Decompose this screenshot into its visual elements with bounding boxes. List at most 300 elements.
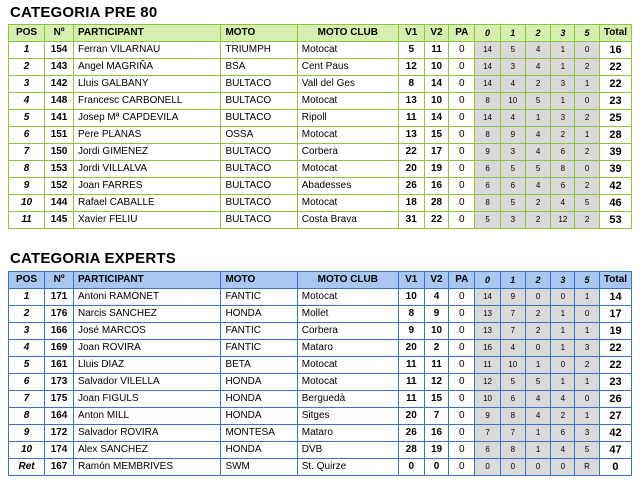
cell-sec-1: 3 xyxy=(500,59,525,76)
cell-participant: Joan FARRES xyxy=(73,178,220,195)
table-row xyxy=(9,374,632,391)
header-pa: PA xyxy=(449,272,475,289)
cell-participant: Salvador ROVIRA xyxy=(73,425,220,442)
cell-total: 0 xyxy=(599,459,631,476)
cell-moto-club: Berguedà xyxy=(297,391,398,408)
cell-moto: BULTACO xyxy=(221,93,297,110)
cell-sec-5: 2 xyxy=(575,144,600,161)
cell-pa: 0 xyxy=(449,42,475,59)
cell-sec-0: 14 xyxy=(475,59,501,76)
table-row xyxy=(9,425,632,442)
cell-sec-5: 0 xyxy=(575,42,600,59)
cell-moto-club: Mollet xyxy=(297,306,398,323)
cell-number: 151 xyxy=(45,127,74,144)
cell-sec-2: 4 xyxy=(525,391,551,408)
cell-number: 176 xyxy=(45,306,74,323)
cell-moto-club: St. Quirze xyxy=(297,459,398,476)
cell-total: 22 xyxy=(599,59,631,76)
header-v1: V1 xyxy=(398,25,424,42)
cell-participant: Pere PLANAS xyxy=(73,127,220,144)
cell-moto: HONDA xyxy=(221,408,297,425)
cell-position: 11 xyxy=(9,212,45,229)
cell-moto-club: Motocat xyxy=(297,357,398,374)
cell-position: 5 xyxy=(9,110,45,127)
cell-total: 47 xyxy=(599,442,631,459)
cell-moto: MONTESA xyxy=(221,425,297,442)
cell-pa: 0 xyxy=(449,195,475,212)
cell-v2: 11 xyxy=(424,42,449,59)
table-row xyxy=(9,391,632,408)
header-moto: MOTO xyxy=(221,25,297,42)
cell-total: 17 xyxy=(599,306,631,323)
cell-sec-3: 4 xyxy=(551,391,575,408)
cell-total: 25 xyxy=(599,110,631,127)
cell-pa: 0 xyxy=(449,76,475,93)
cell-sec-5: 5 xyxy=(575,195,600,212)
cell-moto: FANTIC xyxy=(221,340,297,357)
cell-moto: BULTACO xyxy=(221,161,297,178)
cell-moto-club: Mataro xyxy=(297,340,398,357)
cell-pa: 0 xyxy=(449,391,475,408)
cell-moto: OSSA xyxy=(221,127,297,144)
cell-position: 2 xyxy=(9,59,45,76)
cell-v2: 19 xyxy=(424,161,449,178)
cell-sec-0: 16 xyxy=(475,340,501,357)
cell-sec-2: 2 xyxy=(525,212,551,229)
cell-v1: 11 xyxy=(398,374,424,391)
cell-sec-1: 5 xyxy=(500,161,525,178)
cell-number: 173 xyxy=(45,374,74,391)
cell-sec-2: 5 xyxy=(525,374,551,391)
cell-sec-2: 1 xyxy=(525,425,551,442)
cell-total: 28 xyxy=(599,127,631,144)
cell-moto-club: Motocat xyxy=(297,42,398,59)
cell-moto: HONDA xyxy=(221,374,297,391)
cell-position: 1 xyxy=(9,289,45,306)
cell-pa: 0 xyxy=(449,127,475,144)
cell-sec-1: 3 xyxy=(500,144,525,161)
cell-sec-2: 0 xyxy=(525,289,551,306)
cell-sec-2: 5 xyxy=(525,93,551,110)
cell-total: 53 xyxy=(599,212,631,229)
cell-number: 166 xyxy=(45,323,74,340)
cell-number: 143 xyxy=(45,59,74,76)
cell-total: 23 xyxy=(599,93,631,110)
cell-v1: 20 xyxy=(398,161,424,178)
cell-pa: 0 xyxy=(449,178,475,195)
cell-position: 7 xyxy=(9,144,45,161)
header-sec-0: 0 xyxy=(475,272,501,289)
header-total: Total xyxy=(599,272,631,289)
header-sec-2: 2 xyxy=(525,272,551,289)
cell-number: 167 xyxy=(45,459,74,476)
table-row xyxy=(9,195,632,212)
cell-v1: 31 xyxy=(398,212,424,229)
cell-sec-1: 4 xyxy=(500,76,525,93)
cell-moto-club: Abadesses xyxy=(297,178,398,195)
cell-v2: 0 xyxy=(424,459,449,476)
cell-pa: 0 xyxy=(449,323,475,340)
table-row xyxy=(9,340,632,357)
header-sec-5: 5 xyxy=(575,272,600,289)
cell-position: 7 xyxy=(9,391,45,408)
cell-sec-5: 1 xyxy=(575,374,600,391)
cell-sec-0: 7 xyxy=(475,425,501,442)
cell-position: 10 xyxy=(9,195,45,212)
cell-moto: BULTACO xyxy=(221,110,297,127)
cell-sec-3: 3 xyxy=(551,76,575,93)
cell-moto-club: DVB xyxy=(297,442,398,459)
header-v2: V2 xyxy=(424,25,449,42)
cell-sec-0: 13 xyxy=(475,323,501,340)
cell-v1: 8 xyxy=(398,306,424,323)
cell-moto-club: Corbera xyxy=(297,323,398,340)
cell-position: 4 xyxy=(9,93,45,110)
header-sec-1: 1 xyxy=(500,25,525,42)
cell-sec-1: 7 xyxy=(500,323,525,340)
cell-participant: Antoni RAMONET xyxy=(73,289,220,306)
cell-position: 6 xyxy=(9,374,45,391)
cell-moto: HONDA xyxy=(221,306,297,323)
cell-pa: 0 xyxy=(449,289,475,306)
cell-pa: 0 xyxy=(449,144,475,161)
cell-position: 4 xyxy=(9,340,45,357)
cell-sec-3: 1 xyxy=(551,306,575,323)
cell-participant: Francesc CARBONELL xyxy=(73,93,220,110)
cell-position: 10 xyxy=(9,442,45,459)
cell-sec-2: 2 xyxy=(525,306,551,323)
cell-sec-1: 3 xyxy=(500,212,525,229)
header-moto: MOTO xyxy=(221,272,297,289)
table-row xyxy=(9,212,632,229)
cell-moto: BULTACO xyxy=(221,76,297,93)
table-row xyxy=(9,110,632,127)
cell-pa: 0 xyxy=(449,442,475,459)
cell-sec-0: 14 xyxy=(475,76,501,93)
cell-v2: 7 xyxy=(424,408,449,425)
cell-number: 172 xyxy=(45,425,74,442)
cell-number: 153 xyxy=(45,161,74,178)
cell-number: 175 xyxy=(45,391,74,408)
cell-total: 46 xyxy=(599,195,631,212)
cell-sec-2: 1 xyxy=(525,357,551,374)
cell-moto: BULTACO xyxy=(221,195,297,212)
cell-moto: SWM xyxy=(221,459,297,476)
cell-v1: 18 xyxy=(398,195,424,212)
cell-v2: 4 xyxy=(424,289,449,306)
cell-sec-3: 3 xyxy=(551,110,575,127)
cell-v2: 11 xyxy=(424,357,449,374)
header-moto-club: MOTO CLUB xyxy=(297,25,398,42)
cell-sec-0: 14 xyxy=(475,289,501,306)
header-total: Total xyxy=(599,25,631,42)
cell-v2: 15 xyxy=(424,127,449,144)
cell-sec-3: 6 xyxy=(551,178,575,195)
cell-pa: 0 xyxy=(449,306,475,323)
cell-sec-1: 6 xyxy=(500,391,525,408)
cell-sec-3: 12 xyxy=(551,212,575,229)
cell-sec-0: 12 xyxy=(475,374,501,391)
cell-sec-5: 0 xyxy=(575,161,600,178)
cell-sec-2: 4 xyxy=(525,178,551,195)
cell-sec-3: 1 xyxy=(551,340,575,357)
table-row xyxy=(9,144,632,161)
cell-v2: 16 xyxy=(424,425,449,442)
cell-v2: 10 xyxy=(424,323,449,340)
cell-sec-1: 0 xyxy=(500,459,525,476)
cell-v2: 12 xyxy=(424,374,449,391)
cell-sec-1: 9 xyxy=(500,289,525,306)
cell-sec-5: 0 xyxy=(575,93,600,110)
cell-sec-2: 4 xyxy=(525,408,551,425)
cell-sec-2: 0 xyxy=(525,459,551,476)
cell-v1: 20 xyxy=(398,408,424,425)
cell-v1: 10 xyxy=(398,289,424,306)
cell-v1: 11 xyxy=(398,357,424,374)
cell-participant: Lluis GALBANY xyxy=(73,76,220,93)
cell-sec-5: 0 xyxy=(575,391,600,408)
cell-participant: Narcis SANCHEZ xyxy=(73,306,220,323)
cell-sec-1: 4 xyxy=(500,110,525,127)
cell-v2: 16 xyxy=(424,178,449,195)
cell-v1: 26 xyxy=(398,425,424,442)
cell-sec-1: 8 xyxy=(500,408,525,425)
cell-moto: HONDA xyxy=(221,442,297,459)
cell-number: 174 xyxy=(45,442,74,459)
cell-sec-5: 2 xyxy=(575,110,600,127)
cell-participant: Lluis DIAZ xyxy=(73,357,220,374)
table-row xyxy=(9,408,632,425)
cell-moto-club: Motocat xyxy=(297,374,398,391)
cell-sec-3: 1 xyxy=(551,323,575,340)
cell-sec-3: 1 xyxy=(551,374,575,391)
cell-v1: 0 xyxy=(398,459,424,476)
header-participant: PARTICIPANT xyxy=(73,272,220,289)
cell-total: 23 xyxy=(599,374,631,391)
cell-v2: 15 xyxy=(424,391,449,408)
cell-participant: Joan ROVIRA xyxy=(73,340,220,357)
cell-number: 144 xyxy=(45,195,74,212)
cell-total: 39 xyxy=(599,161,631,178)
cell-moto: BULTACO xyxy=(221,212,297,229)
cell-sec-1: 10 xyxy=(500,93,525,110)
cell-sec-3: 8 xyxy=(551,161,575,178)
cell-sec-1: 5 xyxy=(500,42,525,59)
section-title-experts: CATEGORIA EXPERTS xyxy=(10,250,176,267)
table-row xyxy=(9,76,632,93)
cell-moto-club: Mataro xyxy=(297,425,398,442)
cell-sec-2: 1 xyxy=(525,442,551,459)
cell-sec-5: 3 xyxy=(575,425,600,442)
cell-position: 6 xyxy=(9,127,45,144)
cell-total: 42 xyxy=(599,425,631,442)
cell-sec-0: 13 xyxy=(475,306,501,323)
cell-sec-1: 10 xyxy=(500,357,525,374)
cell-sec-5: 2 xyxy=(575,212,600,229)
cell-total: 39 xyxy=(599,144,631,161)
cell-number: 164 xyxy=(45,408,74,425)
cell-moto: BSA xyxy=(221,59,297,76)
cell-moto: FANTIC xyxy=(221,323,297,340)
cell-sec-5: 1 xyxy=(575,127,600,144)
cell-sec-5: 1 xyxy=(575,408,600,425)
cell-sec-5: 2 xyxy=(575,59,600,76)
table-row xyxy=(9,161,632,178)
cell-participant: Joan FIGULS xyxy=(73,391,220,408)
cell-v1: 5 xyxy=(398,42,424,59)
cell-sec-0: 8 xyxy=(475,195,501,212)
cell-v2: 14 xyxy=(424,76,449,93)
cell-sec-2: 4 xyxy=(525,42,551,59)
cell-sec-1: 6 xyxy=(500,178,525,195)
cell-total: 26 xyxy=(599,391,631,408)
cell-moto-club: Sitges xyxy=(297,408,398,425)
cell-number: 141 xyxy=(45,110,74,127)
cell-participant: Xavier FELIU xyxy=(73,212,220,229)
cell-position: 5 xyxy=(9,357,45,374)
cell-sec-1: 5 xyxy=(500,195,525,212)
cell-sec-0: 6 xyxy=(475,178,501,195)
cell-v1: 13 xyxy=(398,93,424,110)
cell-sec-3: 0 xyxy=(551,459,575,476)
cell-pa: 0 xyxy=(449,459,475,476)
cell-v2: 14 xyxy=(424,110,449,127)
cell-sec-3: 2 xyxy=(551,408,575,425)
cell-sec-2: 2 xyxy=(525,323,551,340)
cell-position: 3 xyxy=(9,76,45,93)
table-row xyxy=(9,442,632,459)
header-position: POS xyxy=(9,25,45,42)
cell-sec-5: 5 xyxy=(575,442,600,459)
header-participant: PARTICIPANT xyxy=(73,25,220,42)
table-row xyxy=(9,306,632,323)
cell-pa: 0 xyxy=(449,110,475,127)
cell-total: 42 xyxy=(599,178,631,195)
cell-sec-0: 0 xyxy=(475,459,501,476)
cell-moto-club: Cent Paus xyxy=(297,59,398,76)
cell-position: 1 xyxy=(9,42,45,59)
cell-sec-3: 4 xyxy=(551,442,575,459)
cell-sec-0: 9 xyxy=(475,408,501,425)
table-row xyxy=(9,459,632,476)
cell-number: 154 xyxy=(45,42,74,59)
cell-sec-3: 2 xyxy=(551,127,575,144)
cell-position: 8 xyxy=(9,161,45,178)
cell-number: 150 xyxy=(45,144,74,161)
cell-pa: 0 xyxy=(449,374,475,391)
cell-sec-5: 1 xyxy=(575,289,600,306)
cell-sec-3: 6 xyxy=(551,425,575,442)
cell-sec-0: 8 xyxy=(475,127,501,144)
cell-sec-2: 0 xyxy=(525,340,551,357)
pre80-table xyxy=(8,24,632,229)
header-sec-5: 5 xyxy=(575,25,600,42)
cell-sec-0: 5 xyxy=(475,212,501,229)
cell-moto-club: Motocat xyxy=(297,127,398,144)
cell-moto: BULTACO xyxy=(221,178,297,195)
cell-sec-0: 14 xyxy=(475,110,501,127)
cell-number: 152 xyxy=(45,178,74,195)
cell-total: 16 xyxy=(599,42,631,59)
experts-table xyxy=(8,271,632,476)
table-row xyxy=(9,323,632,340)
cell-v2: 19 xyxy=(424,442,449,459)
header-sec-2: 2 xyxy=(525,25,551,42)
cell-participant: Angel MAGRIÑA xyxy=(73,59,220,76)
cell-sec-2: 5 xyxy=(525,161,551,178)
cell-sec-3: 1 xyxy=(551,42,575,59)
cell-v1: 26 xyxy=(398,178,424,195)
cell-sec-5: R xyxy=(575,459,600,476)
cell-position: 3 xyxy=(9,323,45,340)
cell-sec-2: 4 xyxy=(525,127,551,144)
cell-sec-3: 4 xyxy=(551,195,575,212)
cell-v2: 10 xyxy=(424,59,449,76)
cell-position: 8 xyxy=(9,408,45,425)
section-title-pre80: CATEGORIA PRE 80 xyxy=(10,4,158,21)
header-number: Nº xyxy=(45,25,74,42)
cell-moto-club: Corbera xyxy=(297,144,398,161)
cell-moto: HONDA xyxy=(221,391,297,408)
cell-v2: 10 xyxy=(424,93,449,110)
header-position: POS xyxy=(9,272,45,289)
cell-pa: 0 xyxy=(449,212,475,229)
header-sec-3: 3 xyxy=(551,25,575,42)
cell-participant: Anton MILL xyxy=(73,408,220,425)
cell-v1: 9 xyxy=(398,323,424,340)
table-row xyxy=(9,357,632,374)
cell-number: 161 xyxy=(45,357,74,374)
cell-participant: Jordi GIMENEZ xyxy=(73,144,220,161)
cell-pa: 0 xyxy=(449,408,475,425)
table-row xyxy=(9,59,632,76)
cell-sec-1: 7 xyxy=(500,306,525,323)
cell-sec-2: 4 xyxy=(525,144,551,161)
cell-total: 22 xyxy=(599,76,631,93)
cell-pa: 0 xyxy=(449,425,475,442)
cell-v2: 9 xyxy=(424,306,449,323)
cell-sec-5: 2 xyxy=(575,357,600,374)
cell-moto: BETA xyxy=(221,357,297,374)
cell-total: 22 xyxy=(599,340,631,357)
cell-pa: 0 xyxy=(449,93,475,110)
cell-sec-1: 4 xyxy=(500,340,525,357)
cell-moto-club: Vall del Ges xyxy=(297,76,398,93)
cell-v1: 13 xyxy=(398,127,424,144)
cell-participant: José MARCOS xyxy=(73,323,220,340)
cell-sec-5: 1 xyxy=(575,323,600,340)
cell-v1: 11 xyxy=(398,110,424,127)
cell-v2: 2 xyxy=(424,340,449,357)
cell-sec-0: 9 xyxy=(475,144,501,161)
cell-number: 171 xyxy=(45,289,74,306)
cell-pa: 0 xyxy=(449,357,475,374)
cell-v1: 28 xyxy=(398,442,424,459)
cell-sec-3: 0 xyxy=(551,289,575,306)
cell-moto: TRIUMPH xyxy=(221,42,297,59)
header-sec-3: 3 xyxy=(551,272,575,289)
cell-moto: FANTIC xyxy=(221,289,297,306)
cell-v1: 12 xyxy=(398,59,424,76)
cell-number: 142 xyxy=(45,76,74,93)
cell-sec-3: 1 xyxy=(551,59,575,76)
header-pa: PA xyxy=(449,25,475,42)
cell-sec-5: 2 xyxy=(575,178,600,195)
cell-total: 14 xyxy=(599,289,631,306)
cell-v2: 22 xyxy=(424,212,449,229)
cell-pa: 0 xyxy=(449,340,475,357)
header-v1: V1 xyxy=(398,272,424,289)
